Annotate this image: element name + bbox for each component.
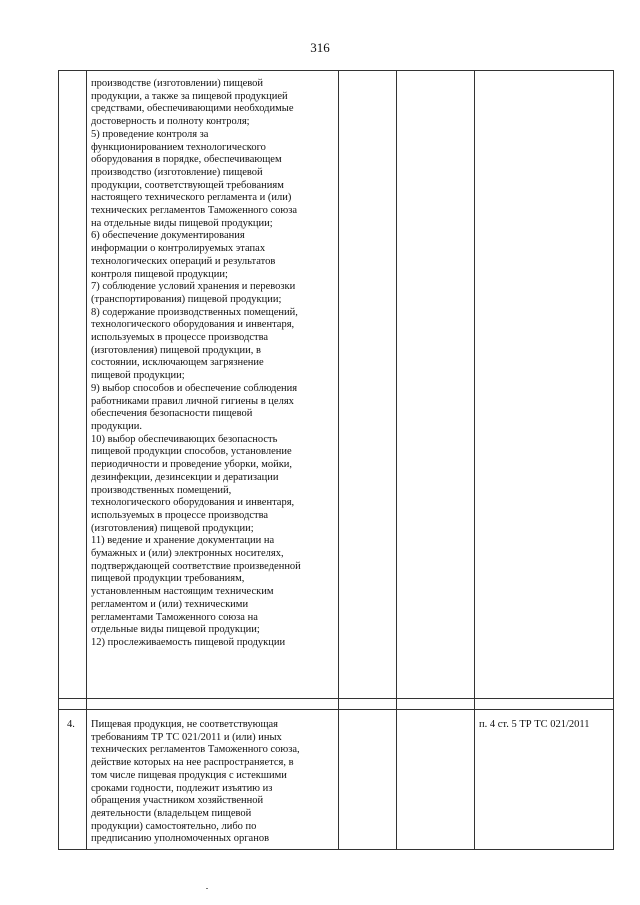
text-line: 10) выбор обеспечивающих безопасность [91,433,278,445]
text-line: 6) обеспечение документирования [91,230,245,242]
text-line: Пищевая продукция, не соответствующая [91,719,279,730]
empty-cell [397,710,475,850]
text-line: достоверность и полноту контроля; [91,116,250,128]
text-line: требованиям ТР ТС 021/2011 и (или) иных [91,731,282,743]
text-line: продукции. [91,420,142,432]
text-line: продукции, а также за пищевой продукцией [91,90,288,102]
empty-cell [339,710,397,850]
text-line: 7) соблюдение условий хранения и перевозки [91,281,296,293]
text-line: (транспортирования) пищевой продукции; [91,293,282,305]
text-line: 11) ведение и хранение документации на [91,535,275,547]
text-line: (изготовления) пищевой продукции; [91,522,254,534]
text-line: работниками правил личной гигиены в целях [91,395,294,407]
text-line: контроля пищевой продукции; [91,268,228,280]
text-line: отдельные виды пищевой продукции; [91,624,260,636]
reference-cell: п. 4 ст. 5 ТР ТС 021/2011 [475,710,614,850]
text-line: обращения участником хозяйственной [91,795,264,807]
row-number-cell: 4. [59,710,87,850]
text-line: технологического оборудования и инвентаря, [91,319,295,331]
text-line: пищевой продукции; [91,370,185,382]
table-row-gap [59,699,614,710]
text-line: (изготовления) пищевой продукции, в [91,344,261,356]
text-line: информации о контролируемых этапах [91,243,266,255]
text-line: на отдельные виды пищевой продукции; [91,217,273,229]
text-line: технологического оборудования и инвентаря, [91,497,295,509]
empty-cell [339,71,397,699]
text-line: технических регламентов Таможенного союза, [91,744,300,756]
text-line: 8) содержание производственных помещений, [91,306,298,318]
row-number-cell [59,71,87,699]
text-line: используемых в процессе производства [91,509,269,521]
text-line: дезинфекции, дезинсекции и дератизации [91,471,279,483]
text-line: используемых в процессе производства [91,332,269,344]
text-line: пищевой продукции требованиям, [91,573,245,585]
table-row [59,71,614,699]
requirements-table [58,70,614,850]
text-line: действие которых на нее распространяется, в [91,757,294,769]
text-line: производстве (изготовлении) пищевой [91,78,264,89]
text-line: технологических операций и результатов [91,255,276,267]
text-line: 5) проведение контроля за [91,128,209,140]
text-line: пищевой продукции способов, установление [91,446,292,458]
text-line: продукции, соответствующей требованиям [91,179,284,191]
text-line: периодичности и проведение уборки, мойки, [91,459,293,471]
text-line: состоянии, исключающем загрязнение [91,357,264,369]
text-line: бумажных и (или) электронных носителях, [91,548,284,560]
text-line: деятельности (владельцем пищевой [91,807,252,819]
text-line: 9) выбор способов и обеспечение соблюдения [91,382,298,394]
text-line: том числе пищевая продукция с истекшими [91,769,287,781]
text-line: предписанию уполномоченных органов [91,833,270,845]
text-line: производственных помещений, [91,484,232,496]
table-row [59,710,614,850]
text-line: продукции) самостоятельно, либо по [91,820,257,832]
text-line: производство (изготовление) пищевой [91,166,263,178]
empty-cell [397,71,475,699]
requirement-text-cell [87,71,339,699]
text-line: средствами, обеспечивающими необходимые [91,103,294,115]
text-line: оборудования в порядке, обеспечивающем [91,154,282,166]
text-line: регламентом и (или) техническими [91,598,249,610]
text-line: подтверждающей соответствие произведенной [91,560,301,572]
scan-speck [206,888,208,889]
text-line: сроками годности, подлежит изъятию из [91,782,273,794]
text-line: настоящего технического регламента и (или) [91,192,292,204]
text-line: технических регламентов Таможенного союза [91,205,298,217]
text-line: обеспечения безопасности пищевой [91,408,253,420]
text-line: регламентами Таможенного союза на [91,611,258,623]
text-line: функционированием технологического [91,141,266,153]
reference-cell [475,71,614,699]
text-line: установленным настоящим техническим [91,586,274,598]
page-number: 316 [310,40,330,55]
text-line: 12) прослеживаемость пищевой продукции [91,636,286,648]
requirement-text-cell [87,710,339,850]
